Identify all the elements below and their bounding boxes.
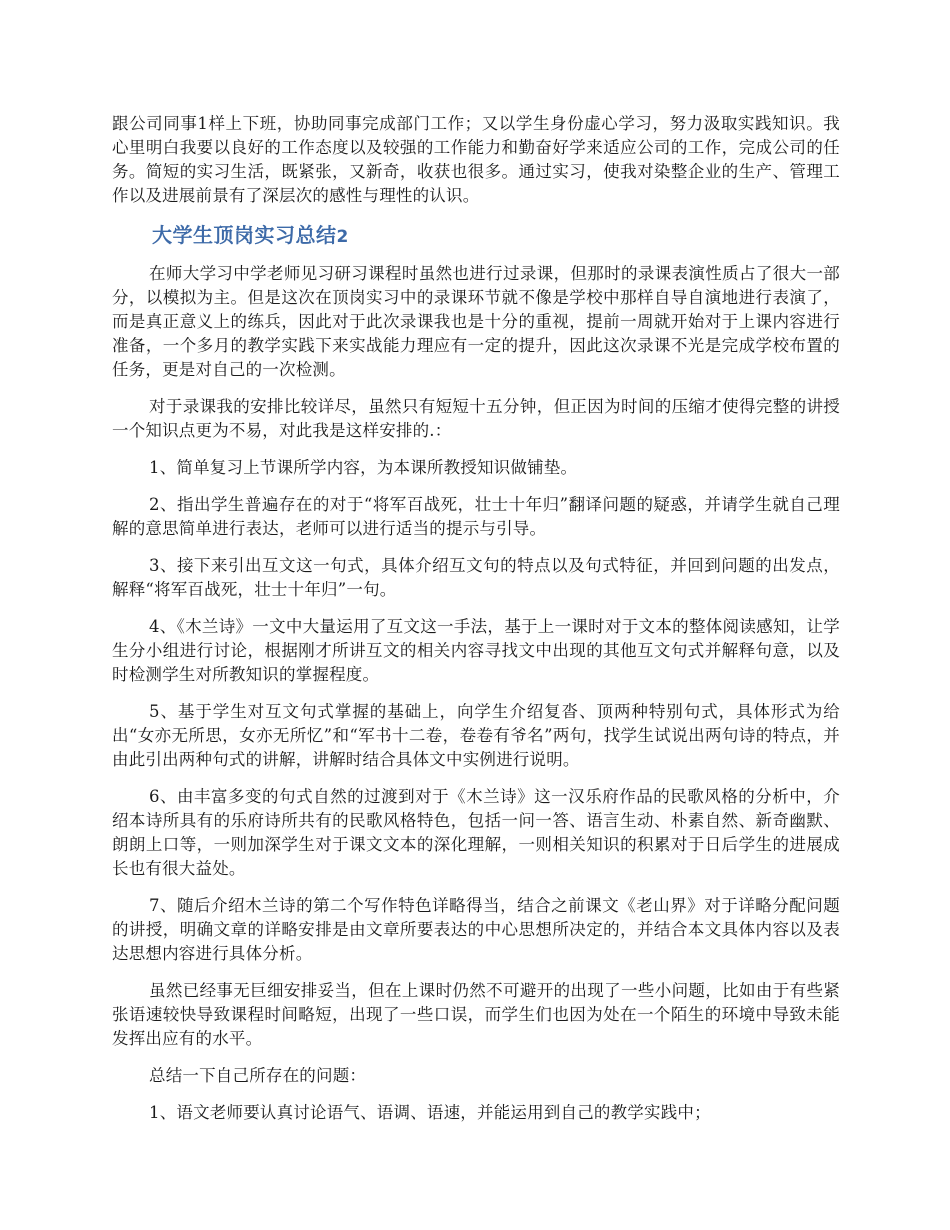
body-paragraph: 总结一下自己所存在的问题： bbox=[149, 1066, 367, 1085]
list-item: 3、接下来引出互文这一句式，具体介绍互文句的特点以及句式特征，并回到问题的出发点，解释“将军百战死，壮士十年归”一句。 bbox=[112, 556, 840, 599]
section-number: 2 bbox=[336, 227, 349, 247]
list-item: 1、简单复习上节课所学内容，为本课所教授知识做铺垫。 bbox=[149, 458, 578, 477]
intro-paragraph: 跟公司同事1样上下班，协助同事完成部门工作；又以学生身份虚心学习，努力汲取实践知识。我心里明白我要以良好的工作态度以及较强的工作能力和勤奋好学来适应公司的工作，完成公司的任务。简短的实习生活，既紧张，又新奇，收获也很多。通过实习，使我对染整企业的生产、管理工作以及进展前景有了深层次的感性与理性的认识。 bbox=[112, 114, 840, 205]
body-paragraph: 对于录课我的安排比较详尽，虽然只有短短十五分钟，但正因为时间的压缩才使得完整的讲授一个知识点更为不易，对此我是这样安排的.： bbox=[112, 397, 840, 440]
list-item: 5、基于学生对互文句式掌握的基础上，向学生介绍复沓、顶两种特别句式，具体形式为给出“女亦无所思，女亦无所忆”和“军书十二卷，卷卷有爷名”两句，找学生试说出两句诗的特点，并由此引出两种句式的讲解，讲解时结合具体文中实例进行说明。 bbox=[112, 702, 840, 769]
list-item: 6、由丰富多变的句式自然的过渡到对于《木兰诗》这一汉乐府作品的民歌风格的分析中，介绍本诗所具有的乐府诗所共有的民歌风格特色，包括一问一答、语言生动、朴素自然、新奇幽默、朗朗上口等，一则加深学生对于课文文本的深化理解，一则相关知识的积累对于日后学生的进展成长也有很大益处。 bbox=[112, 787, 840, 878]
list-item: 4、《木兰诗》一文中大量运用了互文这一手法，基于上一课时对于文本的整体阅读感知，让学生分小组进行讨论，根据刚才所讲互文的相关内容寻找文中出现的其他互文句式并解释句意，以及时检测学生对所教知识的掌握程度。 bbox=[112, 617, 840, 684]
body-paragraph: 在师大学习中学老师见习研习课程时虽然也进行过录课，但那时的录课表演性质占了很大一部分，以模拟为主。但是这次在顶岗实习中的录课环节就不像是学校中那样自导自演地进行表演了，而是真正意义上的练兵，因此对于此次录课我也是十分的重视，提前一周就开始对于上课内容进行准备，一个多月的教学实践下来实战能力理应有一定的提升，因此这次录课不光是完成学校布置的任务，更是对自己的一次检测。 bbox=[112, 264, 840, 379]
document-page bbox=[112, 112, 840, 1125]
section-title-text: 大学生顶岗实习总结 bbox=[152, 223, 337, 247]
body-paragraph: 虽然已经事无巨细安排妥当，但在上课时仍然不可避开的出现了一些小问题，比如由于有些紧张语速较快导致课程时间略短，出现了一些口误，而学生们也因为处在一个陌生的环境中导致未能发挥出应有的水平。 bbox=[112, 981, 840, 1048]
list-item: 1、语文老师要认真讨论语气、语调、语速，并能运用到自己的教学实践中； bbox=[149, 1103, 711, 1122]
section-title bbox=[152, 220, 840, 252]
list-item: 2、指出学生普遍存在的对于“将军百战死，壮士十年归”翻译问题的疑惑，并请学生就自己理解的意思简单进行表达，老师可以进行适当的提示与引导。 bbox=[112, 495, 840, 538]
list-item: 7、随后介绍木兰诗的第二个写作特色详略得当，结合之前课文《老山界》对于详略分配问题的讲授，明确文章的详略安排是由文章所要表达的中心思想所决定的，并结合本文具体内容以及表达思想内容进行具体分析。 bbox=[112, 896, 840, 963]
